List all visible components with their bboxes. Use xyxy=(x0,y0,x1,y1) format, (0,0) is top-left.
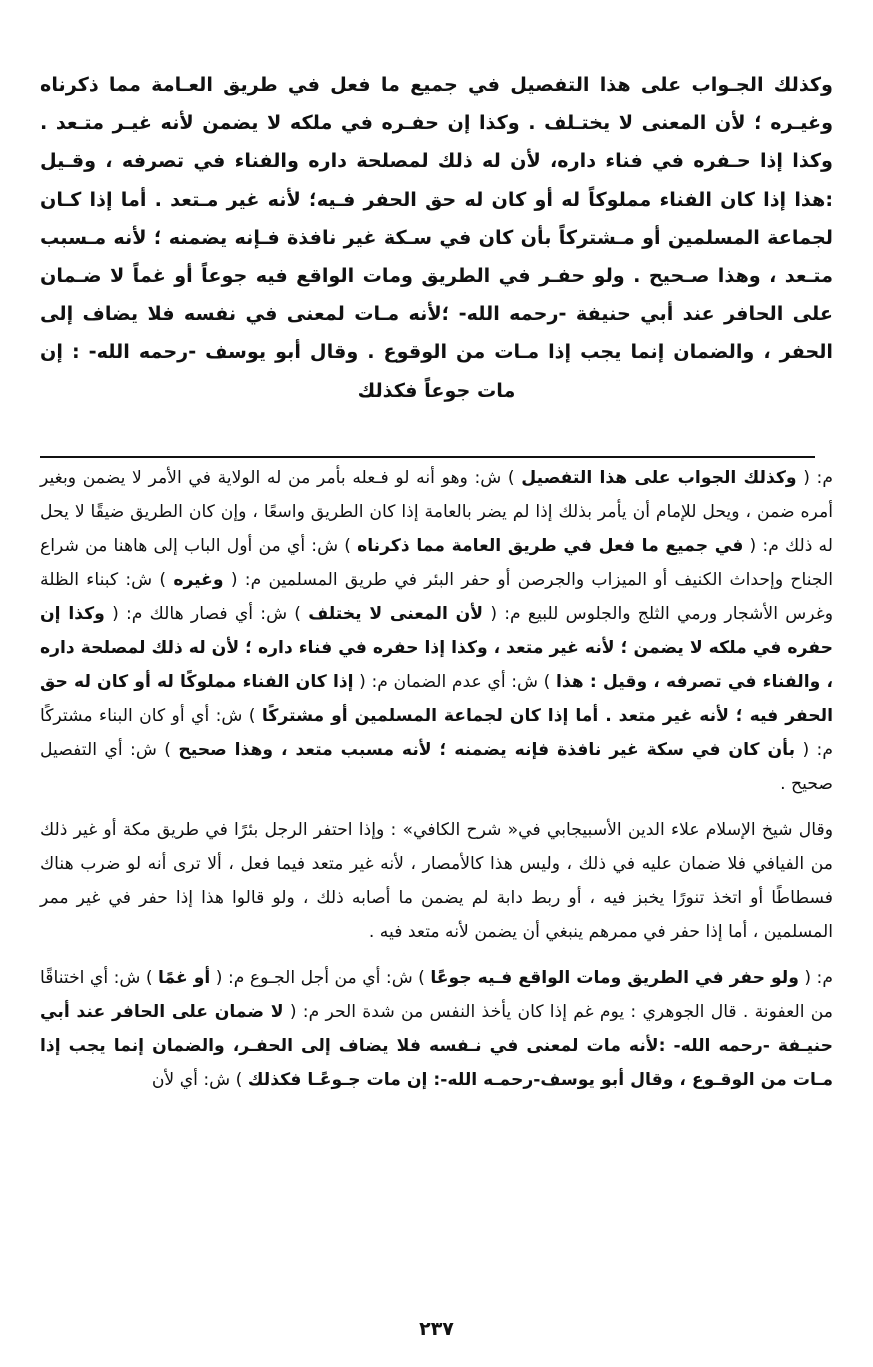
commentary-paragraph-1 xyxy=(40,461,833,801)
commentary-text: م: ( xyxy=(798,968,833,988)
matn-quote: وكذا إن حفره في ملكه لا يضمن ؛ لأنه غير متعد ، وكذا إذا حفره في فناء داره ؛ لأن له ذلك لمصلحة داره ، والفناء في تصرفه ، وقيل : هذا xyxy=(40,604,833,692)
matn-quote: إذا كان الفناء مملوكًا له أو كان له حق الحفر فيه ؛ لأنه غير متعد . أما إذا كان لجماعة المسلمين أو مشتركًا xyxy=(40,672,833,726)
matn-quote: لا ضمان على الحافر عند أبي حنيـفة -رحمه الله- :لأنه مات لمعنى في نـفسه فلا يضاف إلى الحفـر، والضمان إنما يجب إذا مـات من الوقـوع ، وقال أبو يوسف-رحمـه الله-: إن مات جـوعًـا فكذلك xyxy=(40,1002,833,1090)
commentary-text: ) ش: كبناء الظلة وغرس الأشجار ورمي الثلج والجلوس للبيع م: ( xyxy=(40,570,833,624)
commentary-text: ) ش: أي اختناقًا من العفونة . قال الجوهري : يوم غم إذا كان يأخذ النفس من شدة الحر م: ( xyxy=(40,968,834,1022)
commentary-paragraph-3 xyxy=(40,961,833,1097)
matn-quote: ولو حفر في الطريق ومات الواقع فـيه جوعًا xyxy=(430,968,799,988)
matn-quote: وغيره xyxy=(173,570,224,590)
commentary-text: ) ش: أي لأن xyxy=(151,1070,248,1090)
matn-quote: بأن كان في سكة غير نافذة فإنه يضمنه ؛ لأنه مسبب متعد ، وهذا صحيح xyxy=(178,740,796,760)
book-page xyxy=(40,66,833,1356)
commentary-paragraph-2: وقال شيخ الإسلام علاء الدين الأسبيجابي في« شرح الكافي» : وإذا احتفر الرجل بئرًا في طريق مكة أو غير ذلك من الفيافي فلا ضمان عليه في ذلك ، وليس هذا كالأمصار ، لأنه غير متعد فيما فعل ، ألا ترى أنه لو ضرب هناك فسطاطًا أو اتخذ تنورًا يخبز فيه ، أو ربط دابة لم يضمن ما أصابه ذلك ، ولو قالوا هذا إذا حفر في غير ممر المسلمين ، أما إذا حفر في ممرهم ينبغي أن يضمن لأنه متعد فيه . xyxy=(40,820,833,942)
section-divider xyxy=(40,456,815,458)
commentary-text: ) ش: أي التفصيل صحيح . xyxy=(40,740,833,794)
commentary-text: ) ش: أي من أجل الجـوع م: ( xyxy=(210,968,431,988)
commentary-text: ) ش: أي من أول الباب إلى هاهنا من شراع الجناح وإحداث الكنيف أو الميزاب والجرصن أو حفر البئر في طريق المسلمين م: ( xyxy=(40,536,833,590)
commentary-section xyxy=(40,461,833,1097)
commentary-text: ) ش: أي أو كان البناء مشتركًا م: ( xyxy=(40,706,833,760)
matn-quote: في جميع ما فعل في طريق العامة مما ذكرناه xyxy=(357,536,744,556)
commentary-text: م: ( xyxy=(796,468,833,488)
matn-quote: أو غمًا xyxy=(158,968,211,988)
matn-quote: لأن المعنى لا يختلف xyxy=(308,604,484,624)
commentary-text: ) ش: وهو أنه لو فـعله بأمر من له الولاية في الأمر لا يضمن وبغير أمره ضمن ، ويحل للإمام أن يأمر بذلك إذا لم يضر بالعامة إذا كان الطريق واسعًا ، وإن كان الطريق ضيقًا لا يحل له ذلك م: ( xyxy=(40,468,833,556)
page-number: ٢٣٧ xyxy=(419,1318,454,1340)
commentary-text: ) ش: أي فصار هالك م: ( xyxy=(104,604,309,624)
main-text-block: وكذلك الجـواب على هذا التفصيل في جميع ما فعل في طريق العـامة مما ذكرناه وغيـره ؛ لأن المعنى لا يختـلف . وكذا إن حفـره في ملكه لا يضمن لأنه غيـر متـعد . وكذا إذا حـفره في فناء داره، لأن له ذلك لمصلحة داره والفناء في تصرفه ، وقـيل :هذا إذا كان الفناء مملوكاً له أو كان له حق الحفر فـيه؛ لأنه غير مـتعد . أما إذا كـان لجماعة المسلمين أو مـشتركاً بأن كان في سـكة غير نافذة فـإنه يضمنه ؛ لأنه مـسبب متـعد ، وهذا صـحيح . ولو حفـر في الطريق ومات الواقع فيه جوعاً أو غماً لا ضـمان على الحافر عند أبي حنيفة -رحمه الله- ؛لأنه مـات لمعنى في نفسه فلا يضاف إلى الحفر ، والضمان إنما يجب إذا مـات من الوقوع . وقال أبو يوسف -رحمه الله- : إن مات جوعاً فكذلك xyxy=(40,73,833,402)
matn-quote: وكذلك الجواب على هذا التفصيل xyxy=(521,468,797,488)
commentary-text: ) ش: أي عدم الضمان م: ( xyxy=(353,672,556,692)
